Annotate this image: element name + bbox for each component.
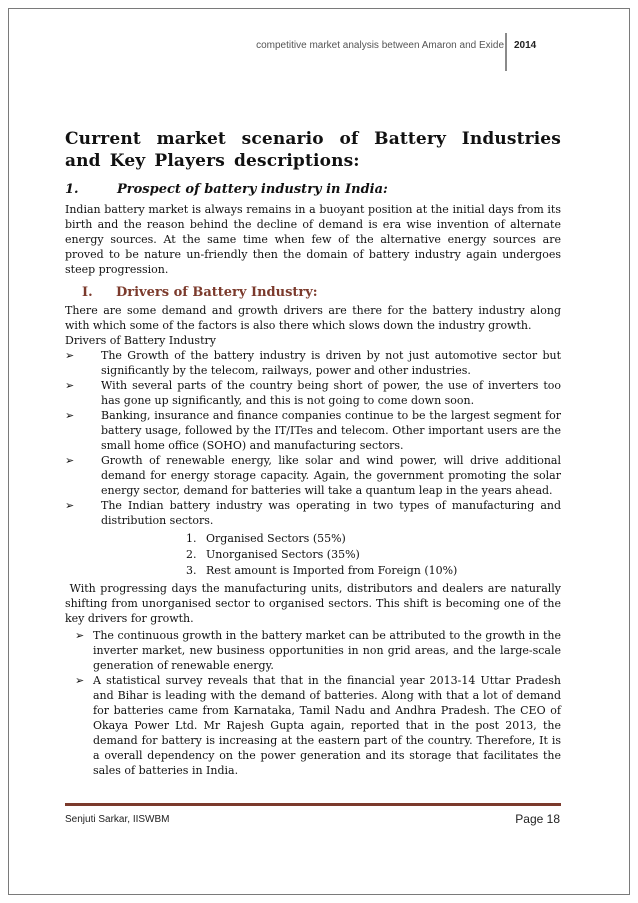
arrow-bullet-icon: ➢	[75, 629, 85, 642]
section-1-title: Prospect of battery industry in India:	[117, 182, 388, 197]
sub-bullet-text: A statistical survey reveals that that in the financial year 2013-14 Uttar Pradesh and Bihar is leading with the demand of batteries. Along with that a lot of demand for batteries came from Karnataka, Tamil Nadu and Andhra Pradesh. The CEO of Okaya Power Ltd. Mr Rajesh Gupta again, reported that in the post 2013, the demand for battery is increasing at the eastern part of the country. Therefore, It is a overall dependency on the power generation and its storage that facilitates the sales of batteries in India.	[93, 674, 561, 777]
list-item	[65, 378, 561, 408]
sector-text: Unorganised Sectors (35%)	[206, 548, 360, 561]
list-item	[65, 348, 561, 378]
bullet-text: With several parts of the country being short of power, the use of inverters too has gone up significantly, and this is not going to come down soon.	[101, 379, 561, 407]
header-divider	[505, 33, 507, 71]
footer-page-number: Page 18	[515, 812, 560, 826]
footer-author: Senjuti Sarkar, IISWBM	[65, 814, 170, 825]
bullet-text: The Growth of the battery industry is driven by not just automotive sector but significantly by the telecom, railways, power and other industries.	[101, 349, 561, 377]
arrow-bullet-icon: ➢	[65, 349, 75, 362]
sector-text: Rest amount is Imported from Foreign (10%)	[206, 564, 458, 577]
sector-list	[186, 531, 561, 579]
section-2-intro: There are some demand and growth drivers are there for the battery industry along with which some of the factors is also there which slows down the industry growth.	[65, 304, 561, 332]
page-heading: Current market scenario of Battery Industries and Key Players descriptions:	[65, 129, 561, 171]
sub-bullet-text: The continuous growth in the battery market can be attributed to the growth in the inverter market, new business opportunities in non grid areas, and the large-scale generation of renewable energy.	[93, 629, 561, 672]
sector-list-item	[186, 531, 561, 547]
sub-bullet-list	[75, 628, 561, 778]
arrow-bullet-icon: ➢	[65, 409, 75, 422]
sector-number: 2.	[186, 548, 197, 561]
list-item	[65, 498, 561, 528]
section-1-paragraph: Indian battery market is always remains in a buoyant position at the initial days from its birth and the reason behind the decline of demand is era wise invention of alternate energy sources. At the same time when few of the alternative energy sources are proved to be nature un-friendly then the domain of battery industry again undergoes steep progression.	[65, 203, 561, 276]
arrow-bullet-icon: ➢	[65, 454, 75, 467]
list-item	[65, 453, 561, 498]
list-item	[75, 673, 561, 778]
bullet-text: The Indian battery industry was operating in two types of manufacturing and distribution sectors.	[101, 499, 561, 527]
section-1-number: 1.	[65, 182, 79, 197]
sector-text: Organised Sectors (55%)	[206, 532, 346, 545]
arrow-bullet-icon: ➢	[65, 499, 75, 512]
footer-divider	[65, 803, 561, 806]
progress-paragraph: With progressing days the manufacturing units, distributors and dealers are naturally shifting from unorganised sector to organised sectors. This shift is becoming one of the key drivers for growth.	[65, 582, 565, 625]
header-year: 2014	[514, 40, 537, 51]
arrow-bullet-icon: ➢	[65, 379, 75, 392]
sector-list-item	[186, 547, 561, 563]
sector-number: 3.	[186, 564, 197, 577]
bullet-text: Growth of renewable energy, like solar and wind power, will drive additional demand for energy storage capacity. Again, the government promoting the solar energy sector, demand for batteries will take a quantum leap in the years ahead.	[101, 454, 561, 497]
sector-number: 1.	[186, 532, 197, 545]
section-2-heading	[65, 285, 561, 300]
drivers-label: Drivers of Battery Industry	[65, 334, 216, 347]
list-item	[75, 628, 561, 673]
section-2-title: Drivers of Battery Industry:	[116, 285, 318, 300]
page-content	[65, 128, 565, 778]
section-1-heading	[65, 182, 561, 197]
sector-list-item	[186, 563, 561, 579]
section-2-number: I.	[82, 285, 93, 300]
header-title: competitive market analysis between Amaron and Exide	[256, 40, 504, 51]
list-item	[65, 408, 561, 453]
arrow-bullet-icon: ➢	[75, 674, 85, 687]
bullet-text: Banking, insurance and finance companies continue to be the largest segment for battery usage, followed by the IT/ITes and telecom. Other important users are the small home office (SOHO) and manufacturing sectors.	[101, 409, 561, 452]
